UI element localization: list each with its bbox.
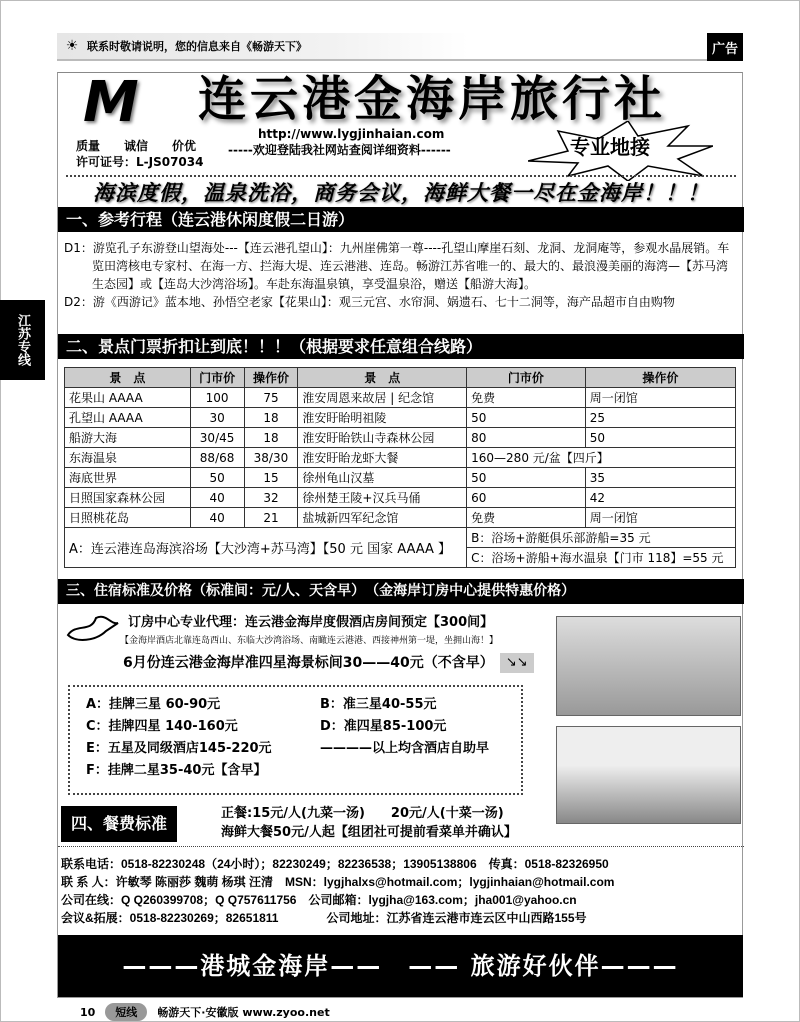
table-cell: 船游大海 [65, 428, 191, 448]
contact-info [61, 855, 741, 927]
table-cell: 日照国家森林公园 [65, 488, 191, 508]
divider [66, 175, 736, 177]
table-cell: 25 [585, 408, 735, 428]
price-item: F：挂牌二星35-40元【含早】 [86, 763, 267, 778]
table-cell: 免费 [467, 508, 586, 528]
table-row [65, 428, 736, 448]
table-cell: 15 [244, 468, 298, 488]
package-b: B：浴场+游艇俱乐部游船=35 元 [467, 528, 736, 548]
table-cell: 周一闭馆 [585, 388, 735, 408]
package-row [65, 528, 736, 548]
table-row [65, 408, 736, 428]
contact-line: 联系电话：0518-82230248（24小时）；82230249；82236538；13905138806 传真：0518-82326950 [61, 857, 609, 871]
section4-heading: 四、餐费标准 [61, 806, 177, 842]
table-cell: 淮安盱眙铁山寺森林公园 [298, 428, 467, 448]
column-header: 景 点 [298, 368, 467, 388]
package-c: C：浴场+游船+海水温泉【门市 118】=55 元 [467, 548, 736, 568]
contact-line: 公司在线：Q Q260399708；Q Q757611756 公司邮箱：lygjha@163.com；jha001@yahoo.cn [61, 893, 577, 907]
table-cell: 40 [190, 488, 244, 508]
company-values: 质量 诚信 价优 [76, 139, 197, 153]
table-row [65, 508, 736, 528]
table-cell: 徐州龟山汉墓 [298, 468, 467, 488]
meal-line1: 正餐:15元/人(九菜一汤) 20元/人(十菜一汤) [221, 806, 504, 821]
ad-body [57, 72, 743, 998]
table-cell: 50 [467, 468, 586, 488]
table-cell: 160—280 元/盆【四斤】 [467, 448, 736, 468]
table-cell: 淮安周恩来故居 | 纪念馆 [298, 388, 467, 408]
table-cell: 88/68 [190, 448, 244, 468]
price-note: ————以上均含酒店自助早 [320, 741, 490, 756]
table-cell: 18 [244, 408, 298, 428]
hand-pointer-icon [66, 613, 121, 643]
contact-line: 会议&拓展：0518-82230269；82651811 公司地址：江苏省连云港市连云区中山西路155号 [61, 911, 587, 925]
table-cell: 东海温泉 [65, 448, 191, 468]
table-cell: 18 [244, 428, 298, 448]
badge-text: 专业地接 [570, 135, 650, 159]
table-cell: 75 [244, 388, 298, 408]
table-cell: 50 [467, 408, 586, 428]
itinerary-day: D2：游《西游记》蓝本地、孙悟空老家【花果山】：观三元宫、水帘洞、娲遗石、七十二洞等，海产品超市自由购物 [64, 295, 675, 309]
price-item: B：准三星40-55元 [320, 697, 437, 712]
table-cell: 100 [190, 388, 244, 408]
publication: 畅游天下·安徽版 www.zyoo.net [157, 1006, 330, 1019]
price-item: E：五星及同级酒店145-220元 [86, 741, 272, 756]
seaside-photo [556, 726, 741, 824]
company-name: 连云港金海岸旅行社 [198, 71, 667, 127]
column-header: 操作价 [585, 368, 735, 388]
table-cell: 40 [190, 508, 244, 528]
price-item: C：挂牌四星 140-160元 [86, 719, 238, 734]
table-cell: 花果山 AAAA [65, 388, 191, 408]
slogan: 海滨度假，温泉洗浴，商务会议，海鲜大餐一尽在金海岸！！！ [93, 181, 709, 205]
section2-heading: 二、景点门票折扣让到底！！！（根据要求任意组合线路） [58, 334, 744, 359]
table-cell: 38/30 [244, 448, 298, 468]
table-cell: 盐城新四军纪念馆 [298, 508, 467, 528]
table-cell: 海底世界 [65, 468, 191, 488]
sun-logo-icon: ☀ [65, 38, 79, 54]
table-cell: 免费 [467, 388, 586, 408]
company-logo: M [83, 73, 139, 133]
column-header: 门市价 [467, 368, 586, 388]
table-row [65, 468, 736, 488]
price-item: D：准四星85-100元 [320, 719, 447, 734]
table-cell: 淮安盱眙龙虾大餐 [298, 448, 467, 468]
column-header: 门市价 [190, 368, 244, 388]
table-row [65, 488, 736, 508]
table-cell: 周一闭馆 [585, 508, 735, 528]
column-header: 景 点 [65, 368, 191, 388]
table-cell: 孔望山 AAAA [65, 408, 191, 428]
table-cell: 30 [190, 408, 244, 428]
table-row [65, 388, 736, 408]
side-tab: 江苏专线 [0, 300, 45, 380]
ticket-table [64, 367, 736, 568]
hotel-room-photo [556, 616, 741, 716]
contact-line: 联 系 人：许敏琴 陈丽莎 魏萌 杨琪 汪清 MSN：lygjhalxs@hotmail.com；lygjinhaian@hotmail.com [61, 875, 615, 889]
divider [58, 846, 744, 847]
hotel-promo-row [123, 653, 534, 673]
page-footer [80, 1003, 330, 1021]
hotel-promo: 6月份连云港金海岸准四星海景标间30——40元（不含早） [123, 655, 494, 671]
ad-label: 广告 [707, 33, 743, 61]
section-badge: 短线 [105, 1003, 147, 1021]
table-row [65, 448, 736, 468]
table-cell: 淮安盱眙明祖陵 [298, 408, 467, 428]
hotel-agent: 订房中心专业代理：连云港金海岸度假酒店房间预定【300间】 [128, 615, 494, 630]
meal-line2: 海鲜大餐50元/人起【组团社可提前看菜单并确认】 [221, 825, 517, 840]
header-notice: 联系时敬请说明，您的信息来自《畅游天下》 [87, 40, 307, 53]
price-item: A：挂牌三星 60-90元 [86, 697, 221, 712]
table-cell: 30/45 [190, 428, 244, 448]
arrow-down-right-icon: ↘↘ [500, 653, 534, 673]
hotel-price-box [68, 685, 523, 795]
license-number: 许可证号：L-JS07034 [76, 155, 204, 169]
column-header: 操作价 [244, 368, 298, 388]
welcome-text: -----欢迎登陆我社网站查阅详细资料------ [228, 143, 451, 157]
hotel-location: 【金海岸酒店北靠连岛西山、东临大沙湾浴场、南瞰连云港港、西接神州第一堤，坐拥山海！】 [120, 636, 499, 646]
table-cell: 35 [585, 468, 735, 488]
table-cell: 50 [190, 468, 244, 488]
table-cell: 21 [244, 508, 298, 528]
table-cell: 日照桃花岛 [65, 508, 191, 528]
tagline-band: ———港城金海岸—— —— 旅游好伙伴——— [58, 935, 743, 997]
section3-heading: 三、住宿标准及价格（标准间：元/人、天含早） （金海岸订房中心提供特惠价格） [58, 579, 744, 604]
package-a: A：连云港连岛海滨浴场【大沙湾+苏马湾】【50 元 国家 AAAA 】 [65, 528, 467, 568]
table-cell: 80 [467, 428, 586, 448]
section1-heading: 一、参考行程（连云港休闲度假二日游） [58, 207, 744, 232]
table-cell: 50 [585, 428, 735, 448]
header-strip [57, 33, 743, 61]
table-cell: 42 [585, 488, 735, 508]
table-cell: 徐州楚王陵+汉兵马俑 [298, 488, 467, 508]
itinerary [64, 239, 734, 311]
table-cell: 60 [467, 488, 586, 508]
company-url[interactable]: http://www.lygjinhaian.com [258, 127, 445, 141]
page-number: 10 [80, 1005, 96, 1019]
table-cell: 32 [244, 488, 298, 508]
itinerary-day: D1：游览孔子东游登山望海处---【连云港孔望山】：九州崖佛第一尊----孔望山摩崖石刻、龙洞、龙洞庵等，参观水晶展销。车览田湾核电专家村、在海一方、拦海大堤、连云港港、连岛。畅游江苏省唯一的、最大的、最浪漫美丽的海湾—【苏马湾生态园】或【连岛大沙湾浴场】。车赴东海温泉镇，享受温泉浴，赠送【船游大海】。 [64, 241, 730, 291]
